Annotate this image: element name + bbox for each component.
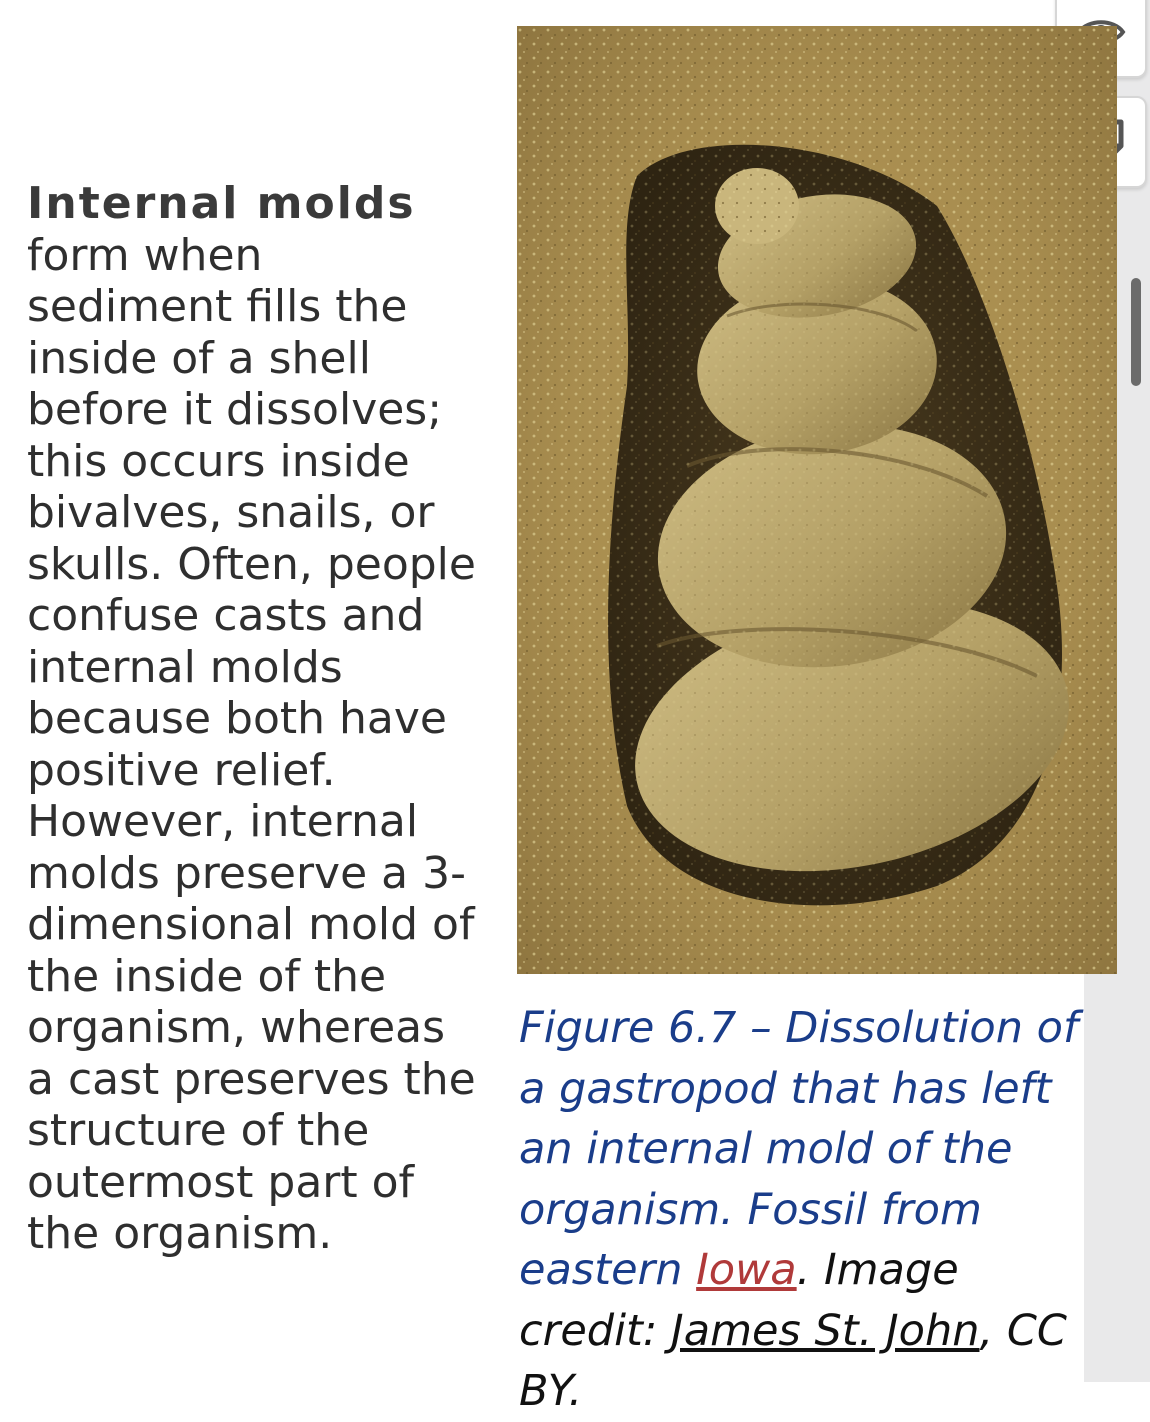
caption-credit-prefix: . Image credit: <box>519 1245 959 1356</box>
author-link[interactable]: James St. John <box>671 1305 980 1356</box>
paragraph-body: form when sediment fills the inside of a shell before it dissolves; this occurs inside bivalves, snails, or skulls. Often, people confuse casts and internal molds because both have positive relief. However, internal molds preserve a 3-dimensional mold of the inside of the organism, whereas a cast preserves the structure of the outermost part of the organism. <box>27 229 476 1259</box>
figure-caption <box>519 998 1089 1422</box>
scrollbar-thumb[interactable] <box>1131 278 1141 386</box>
caption-license: , CC BY. <box>519 1305 1067 1416</box>
article-paragraph <box>27 178 477 1260</box>
gastropod-fossil-image <box>517 26 1117 974</box>
lead-term: Internal molds <box>27 178 416 229</box>
iowa-link[interactable]: Iowa <box>696 1245 797 1295</box>
caption-text: Figure 6.7 – Dissolution of a gastropod that has left an internal mold of the organism. Fossil from eastern <box>519 1003 1079 1295</box>
